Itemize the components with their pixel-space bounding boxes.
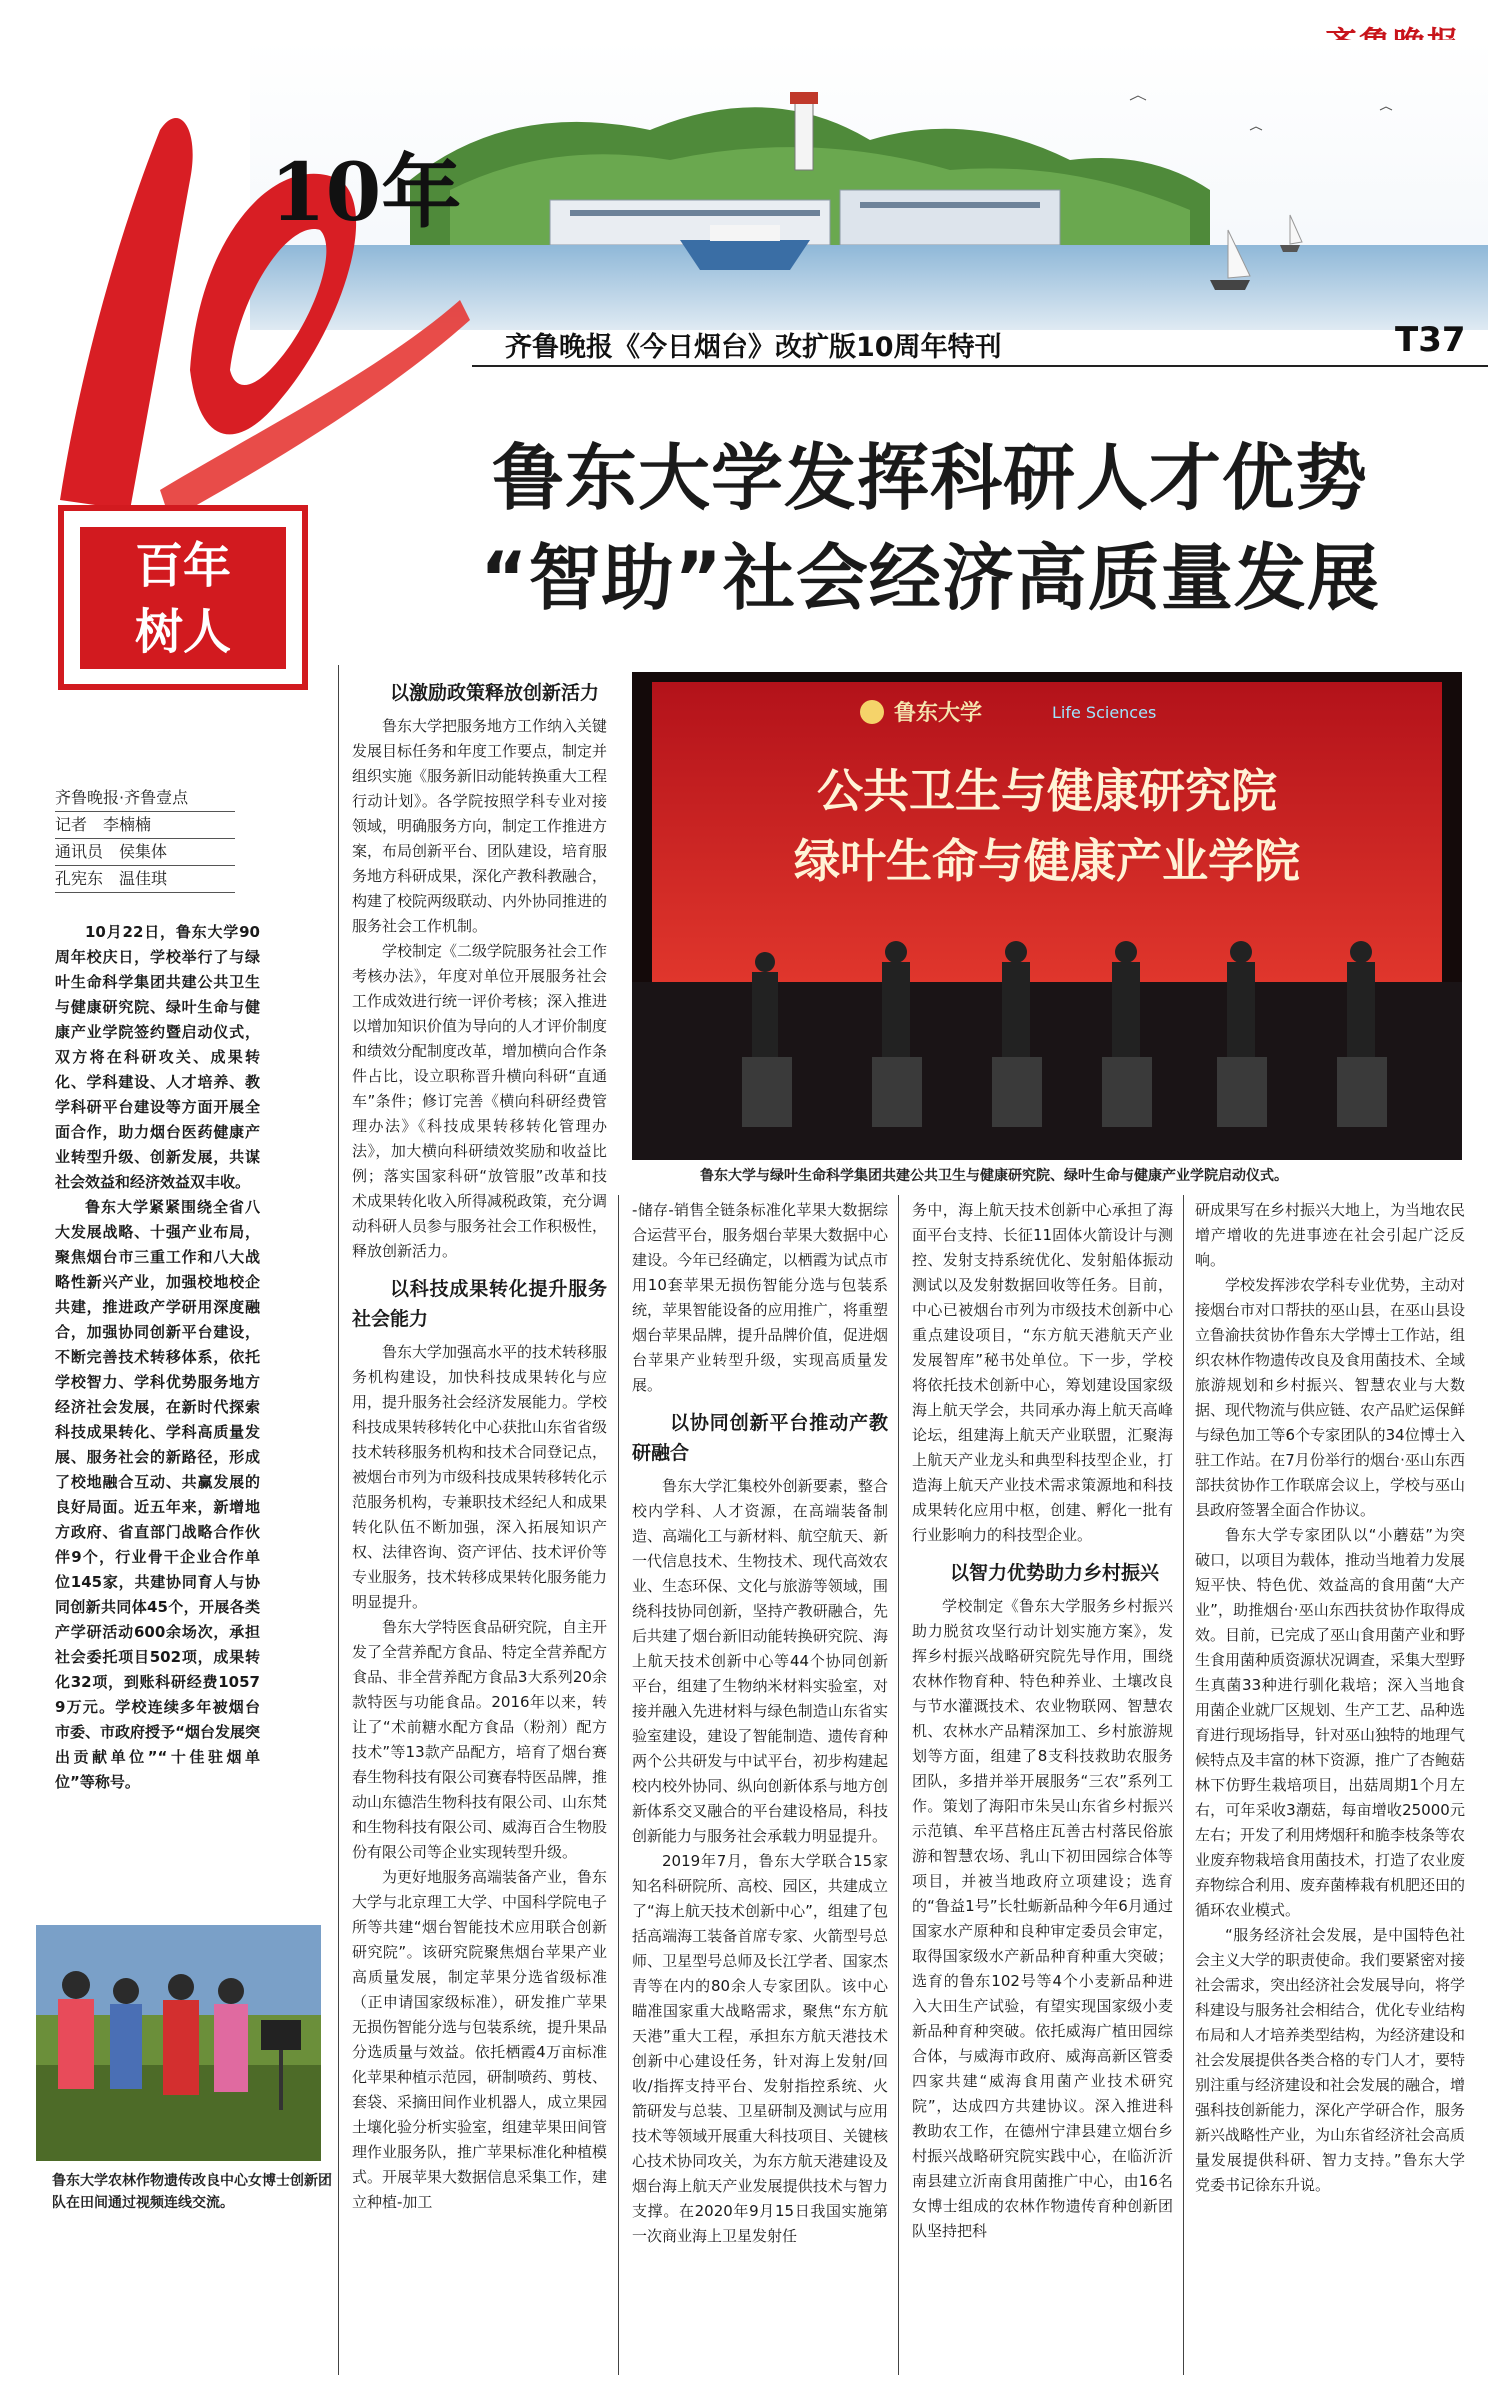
section-badge: [58, 505, 308, 690]
ceremony-photo-caption: 鲁东大学与绿叶生命科学集团共建公共卫生与健康研究院、绿叶生命与健康产业学院启动仪式。: [700, 1168, 1288, 1184]
paragraph: “服务经济社会发展，是中国特色社会主义大学的职责使命。我们要紧密对接社会需求，突出经济社会发展导向，将学科建设与服务社会相结合，优化专业结构布局和人才培养类型结构，为经济建设和社会发展提供各类合格的专门人才，要特别注重与经济建设和社会发展的融合，增强科技创新能力，深化产学研合作，服务新兴战略性产业，为山东省经济社会高质量发展提供科研、智力支持。”鲁东大学党委书记徐东升说。: [1195, 1926, 1465, 2194]
special-issue-subtitle: 齐鲁晚报《今日烟台》改扩版10周年特刊: [505, 332, 1002, 363]
column-5: [1195, 1198, 1465, 2378]
column-divider: [338, 665, 339, 2375]
badge-line1: 百年: [134, 538, 231, 594]
headline-line2: “智助”社会经济高质量发展: [480, 536, 1380, 620]
field-team-photo: [36, 1925, 321, 2161]
column-3: [632, 1198, 888, 2378]
university-logo-text: 鲁东大学: [894, 700, 983, 726]
paragraph: 研成果写在乡村振兴大地上，为当地农民增产增收的先进事迹在社会引起广泛反响。: [1195, 1201, 1465, 1269]
column-divider: [1183, 1195, 1184, 2375]
column-4: [912, 1198, 1173, 2378]
section-heading-collaboration: 以协同创新平台推动产教研融合: [632, 1412, 888, 1464]
paragraph: 鲁东大学特医食品研究院，自主开发了全营养配方食品、特定全营养配方食品、非全营养配方食品3大系列20余款特医与功能食品。2016年以来，转让了“术前糖水配方食品（粉剂）配方技术”等13款产品配方，培育了烟台赛春生物科技有限公司赛春特医品牌，推动山东德浩生物科技有限公司、山东梵和生物科技有限公司、威海百合生物股份有限公司等企业实现转型升级。: [352, 1618, 607, 1861]
paragraph: 2019年7月，鲁东大学联合15家知名科研院所、高校、园区，共建成立了“海上航天技术创新中心”，组建了包括高端海工装备首席专家、火箭型号总师、卫星型号总师及长江学者、国家杰青等在内的80余人专家团队。该中心瞄准国家重大战略需求，聚焦“东方航天港”重大工程，承担东方航天港技术创新中心建设任务，针对海上发射/回收/指挥支持平台、发射指控系统、火箭研发与总装、卫星研制及测试与应用技术等领域开展重大科技项目、关键核心技术协同攻关，为东方航天港建设及烟台海上航天产业发展提供技术与智力支撑。在2020年9月15日我国实施第一次商业海上卫星发射任: [632, 1852, 888, 2245]
screen-title-2: 绿叶生命与健康产业学院: [794, 834, 1300, 888]
paragraph: -储存-销售全链条标准化苹果大数据综合运营平台，服务烟台苹果大数据中心建设。今年已经确定，以栖霞为试点市用10套苹果无损伤智能分选与包装系统，苹果智能设备的应用推广，将重塑烟台苹果品牌，提升品牌价值，促进烟台苹果产业转型升级，实现高质量发展。: [632, 1201, 888, 1394]
paragraph: 鲁东大学把服务地方工作纳入关键发展目标任务和年度工作要点，制定并组织实施《服务新旧动能转换重大工程行动计划》。各学院按照学科专业对接领域，明确服务方向，制定工作推进方案，布局创新平台、团队建设，培育服务地方科研成果，深化产教科教融合，构建了校院两级联动、内外协同推进的服务社会工作机制。: [352, 717, 607, 935]
page-number: T37: [1395, 320, 1466, 360]
section-heading-incentive: 以激励政策释放创新活力: [390, 682, 600, 704]
section-heading-rural: 以智力优势助力乡村振兴: [950, 1562, 1160, 1584]
paragraph: 学校制定《二级学院服务社会工作考核办法》，年度对单位开展服务社会工作成效进行统一评价考核；深入推进以增加知识价值为导向的人才评价制度和绩效分配制度改革，增加横向合作条件占比，设立职称晋升横向科研“直通车”条件；修订完善《横向科研经费管理办法》《科技成果转移转化管理办法》，加大横向科研绩效奖励和收益比例；落实国家科研“放管服”改革和技术成果转化收入所得减税政策，充分调动科研人员参与服务社会工作积极性，释放创新活力。: [352, 942, 607, 1260]
paragraph: 为更好地服务高端装备产业，鲁东大学与北京理工大学、中国科学院电子所等共建“烟台智能技术应用联合创新研究院”。该研究院聚焦烟台苹果产业高质量发展，制定苹果分选省级标准（正申请国家级标准），研发推广苹果无损伤智能分选与包装系统，提升果品分选质量与效益。依托栖霞4万亩标准化苹果种植示范园，研制喷药、剪枝、套袋、采摘田间作业机器人，成立果园土壤化验分析实验室，组建苹果田间管理作业服务队，推广苹果标准化种植模式。开展苹果大数据信息采集工作，建立种植-加工: [352, 1868, 607, 2211]
paragraph: 鲁东大学专家团队以“小蘑菇”为突破口，以项目为载体，推动当地着力发展短平快、特色优、效益高的食用菌“大产业”，助推烟台·巫山东西扶贫协作取得成效。目前，已完成了巫山食用菌产业和野生食用菌种质资源状况调查，采集大型野生真菌33种进行驯化栽培；深入当地食用菌企业就厂区规划、生产工艺、品种选育进行现场指导，针对巫山独特的地理气候特点及丰富的林下资源，推广了杏鲍菇林下仿野生栽培项目，出菇周期1个月左右，可年采收3潮菇，每亩增收25000元左右；开发了利用烤烟秆和脆李枝条等农业废弃物栽培食用菌技术，打造了农业废弃物综合利用、废弃菌棒栽有机肥还田的循环农业模式。: [1195, 1526, 1465, 1919]
section-heading-tech-transfer: 以科技成果转化提升服务社会能力: [352, 1278, 607, 1330]
section-badge-inner: [80, 527, 286, 669]
byline-line: 孔宪东 温佳琪: [55, 866, 235, 893]
column-2: [352, 668, 607, 2378]
header-rule: [472, 365, 1488, 367]
field-photo-caption: 鲁东大学农林作物遗传改良中心女博士创新团队在田间通过视频连线交流。: [52, 2173, 332, 2211]
launch-ceremony-photo: [632, 672, 1462, 1160]
column-divider: [618, 1195, 619, 2375]
column-divider: [898, 1195, 899, 2375]
lead-paragraph: 10月22日，鲁东大学90周年校庆日，学校举行了与绿叶生命科学集团共建公共卫生与健康研究院、绿叶生命与健康产业学院签约暨启动仪式，双方将在科研攻关、成果转化、学科建设、人才培养、教学科研平台建设等方面开展全面合作，助力烟台医药健康产业转型升级、创新发展，共谋社会效益和经济效益双丰收。: [55, 923, 260, 1191]
byline-line: 齐鲁晚报·齐鲁壹点: [55, 785, 235, 812]
partner-logo-text: Life Sciences: [1052, 703, 1157, 722]
badge-line2: 树人: [134, 604, 231, 660]
headline-line1: 鲁东大学发挥科研人才优势: [491, 436, 1368, 520]
paragraph: 务中，海上航天技术创新中心承担了海面平台支持、长征11固体火箭设计与测控、发射支持系统优化、发射船体振动测试以及发射数据回收等任务。目前，中心已被烟台市列为市级技术创新中心重点建设项目，“东方航天港航天产业发展智库”秘书处单位。下一步，学校将依托技术创新中心，筹划建设国家级海上航天学会，共同承办海上航天高峰论坛，组建海上航天产业联盟，汇聚海上航天产业龙头和典型科技型企业，打造海上航天产业技术需求策源地和科技成果转化应用中枢，创建、孵化一批有行业影响力的科技型企业。: [912, 1201, 1173, 1544]
paragraph: 鲁东大学汇集校外创新要素，整合校内学科、人才资源，在高端装备制造、高端化工与新材料、航空航天、新一代信息技术、生物技术、现代高效农业、生态环保、文化与旅游等领域，围绕科技协同创新，坚持产教研融合，先后共建了烟台新旧动能转换研究院、海上航天技术创新中心等44个协同创新平台，组建了生物纳米材料实验室，对接并融入先进材料与绿色制造山东省实验室建设，建设了智能制造、遗传育种两个公共研发与中试平台，初步构建起校内校外协同、纵向创新体系与地方创新体系交叉融合的平台建设格局，科技创新能力与服务社会承载力明显提升。: [632, 1477, 888, 1845]
byline-line: 通讯员 侯集体: [55, 839, 235, 866]
paragraph: 鲁东大学加强高水平的技术转移服务机构建设，加快科技成果转化与应用，提升服务社会经济发展能力。学校科技成果转移转化中心获批山东省省级技术转移服务机构和技术合同登记点，被烟台市列为市级科技成果转移转化示范服务机构，专兼职技术经纪人和成果转化队伍不断加强，深入拓展知识产权、法律咨询、资产评估、技术评价等专业服务，技术转移成果转化服务能力明显提升。: [352, 1343, 607, 1611]
byline-line: 记者 李楠楠: [55, 812, 235, 839]
screen-title-1: 公共卫生与健康研究院: [817, 764, 1277, 818]
nian-glyph: 10年: [270, 145, 462, 239]
paragraph: 学校发挥涉农学科专业优势，主动对接烟台市对口帮扶的巫山县，在巫山县设立鲁渝扶贫协作鲁东大学博士工作站，组织农林作物遗传改良及食用菌技术、全域旅游规划和乡村振兴、智慧农业与大数据、现代物流与供应链、农产品贮运保鲜与绿色加工等6个专家团队的34位博士入驻工作站。在7月份举行的烟台·巫山东西部扶贫协作工作联席会议上，学校与巫山县政府签署全面合作协议。: [1195, 1276, 1465, 1519]
lead-column: [55, 920, 260, 1905]
byline: [55, 785, 235, 893]
lead-paragraph: 鲁东大学紧紧围绕全省八大发展战略、十强产业布局，聚焦烟台市三重工作和八大战略性新兴产业，加强校地校企共建，推进政产学研用深度融合，加强协同创新平台建设，不断完善技术转移体系，依托学校智力、学科优势服务地方经济社会发展，在新时代探索科技成果转化、学科高质量发展、服务社会的新路径，形成了校地融合互动、共赢发展的良好局面。近五年来，新增地方政府、省直部门战略合作伙伴9个，行业骨干企业合作单位145家，共建协同育人与协同创新共同体45个，开展各类产学研活动600余场次，承担社会委托项目502项，成果转化32项，到账科研经费10579万元。学校连续多年被烟台市委、市政府授予“烟台发展突出贡献单位”“十佳驻烟单位”等称号。: [55, 1198, 260, 1791]
paragraph: 学校制定《鲁东大学服务乡村振兴助力脱贫攻坚行动计划实施方案》，发挥乡村振兴战略研究院先导作用，围绕农林作物育种、特色种养业、土壤改良与节水灌溉技术、农业物联网、智慧农机、农林水产品精深加工、乡村旅游规划等方面，组建了8支科技救助农服务团队，多措并举开展服务“三农”系列工作。策划了海阳市朱吴山东省乡村振兴示范镇、牟平莒格庄瓦善古村落民俗旅游和智慧农场、乳山下初田园综合体等项目，并被当地政府立项建设；选育的“鲁益1号”长牡蛎新品种今年6月通过国家水产原种和良种审定委员会审定，取得国家级水产新品种育种重大突破；选育的鲁东102号等4个小麦新品种进入大田生产试验，有望实现国家级小麦新品种育种突破。依托威海广植田园综合体，与威海市政府、威海高新区管委四家共建“威海食用菌产业技术研究院”，达成四方共建协议。深入推进科教助农工作，在德州宁津县建立烟台乡村振兴战略研究院实践中心，在临沂沂南县建立沂南食用菌推广中心，由16名女博士组成的农林作物遗传育种创新团队坚持把科: [912, 1597, 1173, 2240]
